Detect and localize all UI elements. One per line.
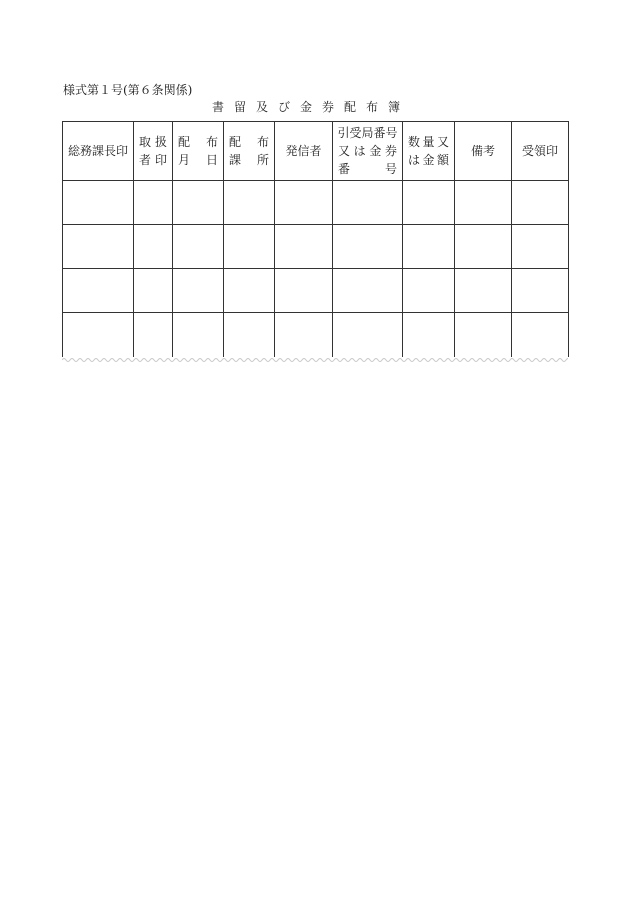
- table-cell: [134, 313, 173, 357]
- table-cell: [173, 181, 224, 225]
- header-text: は: [408, 153, 421, 167]
- header-text: 備考: [470, 144, 495, 158]
- table-cell: [403, 313, 455, 357]
- register-body: [63, 181, 569, 357]
- table-cell: [455, 225, 512, 269]
- header-text: は: [353, 144, 366, 158]
- header-text: 番: [338, 162, 351, 176]
- header-text: 額: [436, 153, 449, 167]
- header-text: 又: [338, 144, 351, 158]
- table-cell: [275, 225, 333, 269]
- header-line: [224, 133, 274, 151]
- table-cell: [224, 181, 275, 225]
- header-hasshinsha: [275, 122, 333, 181]
- table-cell: [512, 269, 569, 313]
- header-text: 布: [205, 135, 218, 149]
- header-text: 金: [369, 144, 382, 158]
- header-text: 扱: [154, 135, 167, 149]
- table-cell: [455, 181, 512, 225]
- header-line: [403, 133, 454, 151]
- header-text: 布: [256, 135, 269, 149]
- table-cell: [512, 313, 569, 357]
- table-row: [63, 225, 569, 269]
- header-suuryou-kingaku: [403, 122, 455, 181]
- header-line: [63, 142, 133, 160]
- header-line: [173, 151, 223, 169]
- table-cell: [63, 313, 134, 357]
- table-cell: [455, 269, 512, 313]
- header-toriatsukaisha-in: [134, 122, 173, 181]
- header-line: [333, 124, 402, 142]
- table-cell: [134, 181, 173, 225]
- table-cell: [63, 181, 134, 225]
- header-text: 印: [154, 153, 167, 167]
- table-cell: [333, 225, 403, 269]
- table-cell: [275, 313, 333, 357]
- table-cell: [63, 269, 134, 313]
- header-text: 金: [422, 153, 435, 167]
- header-text: 受領印: [521, 144, 558, 158]
- header-haifu-kasho: [224, 122, 275, 181]
- header-text: 総務課長印: [67, 144, 128, 158]
- header-line: [224, 151, 274, 169]
- header-line: [403, 151, 454, 169]
- header-haifu-gappi: [173, 122, 224, 181]
- torn-edge: [62, 356, 568, 364]
- header-text: 号: [384, 162, 397, 176]
- header-soumu-kachou-in: [63, 122, 134, 181]
- table-row: [63, 313, 569, 357]
- header-juryou-in: [512, 122, 569, 181]
- table-cell: [333, 313, 403, 357]
- table-cell: [134, 269, 173, 313]
- header-text: 又: [436, 135, 449, 149]
- header-line: [173, 133, 223, 151]
- table-cell: [275, 181, 333, 225]
- header-line: [333, 160, 402, 178]
- header-line: [333, 142, 402, 160]
- form-title: 書留及び金券配布簿: [212, 100, 411, 114]
- header-line: [455, 142, 511, 160]
- header-bikou: [455, 122, 512, 181]
- table-cell: [403, 269, 455, 313]
- header-text: 所: [256, 153, 269, 167]
- table-cell: [224, 313, 275, 357]
- table-cell: [224, 269, 275, 313]
- table-cell: [333, 181, 403, 225]
- table-cell: [173, 313, 224, 357]
- table-cell: [455, 313, 512, 357]
- header-line: [512, 142, 568, 160]
- header-text: 配: [229, 135, 242, 149]
- table-cell: [63, 225, 134, 269]
- table-row: [63, 269, 569, 313]
- header-text: 券: [384, 144, 397, 158]
- table-cell: [403, 181, 455, 225]
- header-line: [134, 151, 172, 169]
- form-caption: 様式第１号(第６条関係): [63, 83, 193, 97]
- header-text: 取: [139, 135, 152, 149]
- header-line: [134, 133, 172, 151]
- register-table: [62, 121, 569, 357]
- table-cell: [173, 225, 224, 269]
- table-cell: [333, 269, 403, 313]
- header-row: [63, 122, 569, 181]
- table-cell: [275, 269, 333, 313]
- table-cell: [224, 225, 275, 269]
- header-hikiuke-bangou: [333, 122, 403, 181]
- header-text: 配: [178, 135, 191, 149]
- header-text: 量: [422, 135, 435, 149]
- table-cell: [403, 225, 455, 269]
- table-cell: [512, 225, 569, 269]
- table-cell: [134, 225, 173, 269]
- table-cell: [512, 181, 569, 225]
- header-text: 引受局番号: [337, 126, 398, 140]
- header-text: 発信者: [285, 144, 322, 158]
- header-text: 月: [178, 153, 191, 167]
- header-text: 課: [229, 153, 242, 167]
- table-row: [63, 181, 569, 225]
- header-line: [275, 142, 332, 160]
- table-cell: [173, 269, 224, 313]
- header-text: 数: [408, 135, 421, 149]
- header-text: 者: [139, 153, 152, 167]
- header-text: 日: [205, 153, 218, 167]
